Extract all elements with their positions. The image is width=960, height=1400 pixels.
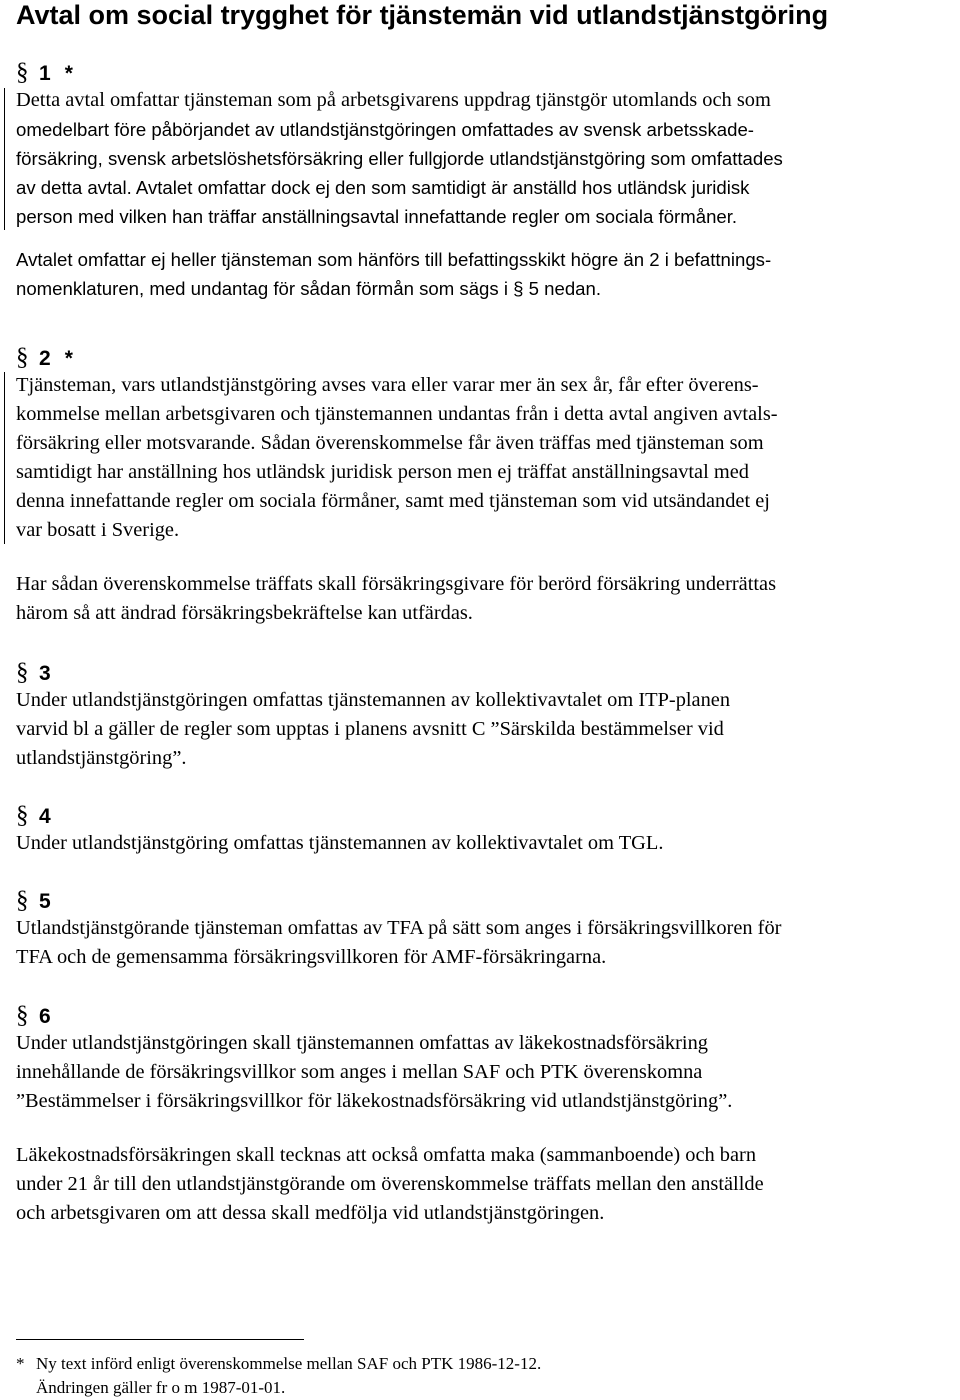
footnote [16, 1352, 541, 1400]
text-line: omedelbart före påbörjandet av utlandstjänstgöringen omfattades av svensk arbetsskade- [16, 119, 754, 140]
section-5-paragraph-1 [16, 914, 956, 972]
document-title: Avtal om social trygghet för tjänstemän vid utlandstjänstgöring [16, 0, 829, 30]
footnote-text: Ny text införd enligt överenskommelse mellan SAF och PTK 1986-12-12. [36, 1354, 542, 1373]
section-1 [16, 60, 956, 303]
text-line: Under utlandstjänstgöringen omfattas tjänstemannen av kollektivavtalet om ITP-planen [16, 689, 731, 711]
text-line: var bosatt i Sverige. [16, 519, 180, 541]
section-number: 5 [39, 890, 51, 913]
text-line: och arbetsgivaren om att dessa skall medfölja vid utlandstjänstgöringen. [16, 1202, 605, 1224]
text-line: under 21 år till den utlandstjänstgörande om överenskommelse träffats mellan den anställde [16, 1173, 764, 1195]
section-number: 3 [39, 662, 51, 685]
change-bar-section-2 [4, 372, 5, 544]
text-line: av detta avtal. Avtalet omfattar dock ej den som samtidigt är anställd hos utländsk juridisk [16, 177, 750, 198]
section-symbol: § [16, 344, 29, 371]
text-line: nomenklaturen, med undantag för sådan förmån som sägs i § 5 nedan. [16, 278, 602, 299]
text-line: samtidigt har anställning hos utländsk juridisk person men ej träffat anställningsavtal med [16, 461, 749, 483]
text-line: ”Bestämmelser i försäkringsvillkor för läkekostnadsförsäkring vid utlandstjänstgöring”. [16, 1090, 733, 1112]
section-symbol: § [16, 659, 29, 686]
text-line: Tjänsteman, vars utlandstjänstgöring avses vara eller varar mer än sex år, får efter överens- [16, 374, 759, 396]
section-2-paragraph-2 [16, 570, 956, 628]
text-line: Avtalet omfattar ej heller tjänsteman som hänförs till befattingsskikt högre än 2 i befattnings- [16, 249, 772, 270]
section-2-heading [16, 345, 956, 371]
text-line: Detta avtal omfattar tjänsteman som på arbetsgivarens uppdrag tjänstgör utomlands och som [16, 89, 771, 111]
section-5 [16, 888, 956, 972]
section-2 [16, 345, 956, 628]
text-line: innehållande de försäkringsvillkor som anges i mellan SAF och PTK överenskomna [16, 1061, 703, 1083]
section-2-paragraph-1 [16, 371, 956, 545]
text-line: härom så att ändrad försäkringsbekräftelse kan utfärdas. [16, 602, 473, 624]
section-number: 2 [39, 347, 51, 370]
section-4 [16, 803, 956, 858]
section-symbol: § [16, 802, 29, 829]
paragraph-gap [16, 231, 956, 245]
section-1-paragraph-1-cont [16, 115, 956, 231]
paragraph-gap [16, 1116, 956, 1141]
section-1-heading [16, 60, 956, 86]
text-line: försäkring eller motsvarande. Sådan överenskommelse får även träffas med tjänsteman som [16, 432, 764, 454]
text-line: Har sådan överenskommelse träffats skall försäkringsgivare för berörd försäkring underrättas [16, 573, 777, 595]
text-line: TFA och de gemensamma försäkringsvillkoren för AMF-försäkringarna. [16, 946, 607, 968]
section-6 [16, 1003, 956, 1228]
footnote-divider [16, 1339, 304, 1340]
section-number: 1 [39, 62, 51, 85]
section-1-paragraph-1 [16, 86, 956, 115]
section-4-paragraph-1 [16, 829, 956, 858]
footnote-marker: * [64, 62, 73, 85]
change-bar-section-1 [4, 88, 5, 230]
text-line: Läkekostnadsförsäkringen skall tecknas att också omfatta maka (sammanboende) och barn [16, 1144, 757, 1166]
footnote-line-2: Ändringen gäller fr o m 1987-01-01. [36, 1378, 286, 1397]
paragraph-gap [16, 545, 956, 570]
text-line: person med vilken han träffar anställningsavtal innefattande regler om sociala förmåner. [16, 206, 738, 227]
section-6-paragraph-1 [16, 1029, 956, 1116]
section-3-heading [16, 660, 956, 686]
text-line: denna innefattande regler om sociala förmåner, samt med tjänsteman som vid utsändandet ej [16, 490, 770, 512]
text-line: Utlandstjänstgörande tjänsteman omfattas av TFA på sätt som anges i försäkringsvillkoren för [16, 917, 782, 939]
section-3 [16, 660, 956, 773]
section-number: 4 [39, 805, 51, 828]
section-symbol: § [16, 59, 29, 86]
section-4-heading [16, 803, 956, 829]
text-line: Under utlandstjänstgöring omfattas tjänstemannen av kollektivavtalet om TGL. [16, 832, 664, 854]
footnote-marker: * [16, 1354, 25, 1373]
text-line: utlandstjänstgöring”. [16, 747, 187, 769]
section-3-paragraph-1 [16, 686, 956, 773]
text-line: kommelse mellan arbetsgivaren och tjänstemannen undantas från i detta avtal angiven avtals- [16, 403, 778, 425]
text-line: försäkring, svensk arbetslöshetsförsäkring eller fullgjorde utlandstjänstgöring som omfattades [16, 148, 783, 169]
footnote-line-1 [16, 1352, 541, 1376]
section-number: 6 [39, 1005, 51, 1028]
text-line: varvid bl a gäller de regler som upptas i planens avsnitt C ”Särskilda bestämmelser vid [16, 718, 724, 740]
section-5-heading [16, 888, 956, 914]
section-6-heading [16, 1003, 956, 1029]
footnote-marker: * [64, 347, 73, 370]
section-symbol: § [16, 887, 29, 914]
section-symbol: § [16, 1002, 29, 1029]
section-1-paragraph-2 [16, 245, 956, 303]
section-6-paragraph-2 [16, 1141, 956, 1228]
text-line: Under utlandstjänstgöringen skall tjänstemannen omfattas av läkekostnadsförsäkring [16, 1032, 708, 1054]
